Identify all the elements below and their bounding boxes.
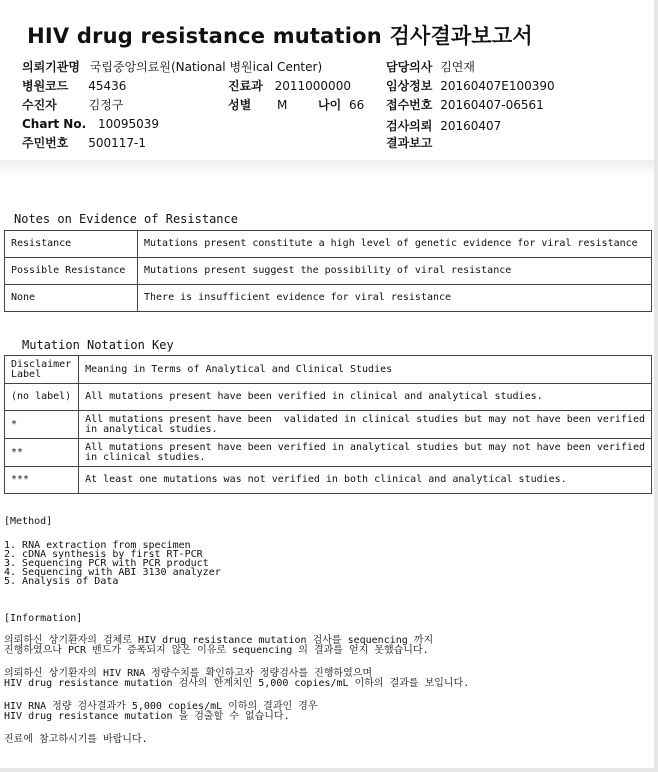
- information-paragraph: HIV RNA 정량 검사결과가 5,000 copies/mL 이하의 결과인 경우 HIV drug resistance mutation 을 검출할 수 없습니다.: [4, 701, 318, 722]
- patient-field: [22, 96, 123, 113]
- dept-label: 진료과: [228, 79, 263, 93]
- table-row: [5, 411, 652, 439]
- header-divider: [0, 160, 658, 178]
- hospital-code-value: 45436: [88, 79, 127, 93]
- method-title: [Method]: [4, 516, 53, 527]
- sex-value: M: [277, 98, 288, 112]
- receipt-label: 접수번호: [386, 98, 433, 112]
- page-bottom-edge: [0, 768, 658, 772]
- doctor-field: [386, 58, 475, 75]
- information-paragraph: 의뢰하신 상기환자의 검체로 HIV drug resistance mutation 검사를 sequencing 까지 진행하였으나 PCR 밴드가 증폭되지 않은 이유로 sequencing 의 결과를 얻지 못했습니다.: [4, 635, 434, 656]
- receipt-field: [386, 96, 544, 113]
- information-paragraph: 진료에 참고하시기를 바랍니다.: [4, 734, 148, 745]
- request-date-field: [386, 117, 501, 134]
- notes-text: Mutations present constitute a high level of genetic evidence for viral resistance: [138, 231, 652, 258]
- key-label: *: [5, 411, 79, 439]
- age-value: 66: [349, 98, 365, 112]
- sex-field: [228, 96, 287, 113]
- key-text: At least one mutations was not verified in both clinical and analytical studies.: [79, 467, 652, 494]
- request-date-label: 검사의뢰: [386, 119, 433, 133]
- institution-label: 의뢰기관명: [22, 60, 80, 74]
- table-row: [5, 356, 652, 384]
- report-title: HIV drug resistance mutation 검사결과보고서: [27, 24, 533, 48]
- institution-field: [22, 58, 322, 75]
- age-label: 나이: [318, 98, 342, 112]
- notes-text: Mutations present suggest the possibility of viral resistance: [138, 258, 652, 285]
- notes-label: None: [5, 285, 138, 312]
- hospital-code-field: [22, 77, 126, 94]
- doctor-value: 김연재: [440, 60, 475, 74]
- dept-field: [228, 77, 351, 94]
- report-field: [386, 134, 436, 151]
- chart-field: [22, 117, 159, 131]
- chart-label: Chart No.: [22, 117, 87, 131]
- method-step: 5. Analysis of Data: [4, 576, 119, 587]
- table-row: [5, 384, 652, 411]
- information-paragraph: 의뢰하신 상기환자의 HIV RNA 정량수치를 확인하고자 정량검사를 진행하였으며 HIV drug resistance mutation 검사의 한계치인 5,000 copies/mL 이하의 결과를 보입니다.: [4, 668, 470, 689]
- ssn-value: 500117-1: [88, 136, 146, 150]
- clinical-info-value: 20160407E100390: [440, 79, 555, 93]
- table-row: [5, 439, 652, 467]
- method-step: 3. Sequencing PCR with PCR product: [4, 558, 209, 569]
- method-step: 1. RNA extraction from specimen: [4, 540, 191, 551]
- notes-label: Resistance: [5, 231, 138, 258]
- table-row: [5, 258, 652, 285]
- receipt-value: 20160407-06561: [440, 98, 544, 112]
- notes-label: Possible Resistance: [5, 258, 138, 285]
- table-row: [5, 231, 652, 258]
- scrollbar-track[interactable]: [654, 0, 658, 772]
- key-text: All mutations present have been verified in analytical studies but may not have been verified in clinical studies.: [79, 439, 652, 467]
- notes-text: There is insufficient evidence for viral resistance: [138, 285, 652, 312]
- clinical-info-field: [386, 77, 555, 94]
- key-title: Mutation Notation Key: [22, 338, 174, 352]
- key-text: All mutations present have been verified in clinical and analytical studies.: [79, 384, 652, 411]
- key-table: [4, 355, 652, 494]
- patient-value: 김정구: [88, 98, 124, 112]
- age-field: [318, 96, 364, 113]
- table-row: [5, 285, 652, 312]
- key-label: ***: [5, 467, 79, 494]
- notes-title: Notes on Evidence of Resistance: [14, 212, 238, 226]
- request-date-value: 20160407: [440, 119, 502, 133]
- key-text: All mutations present have been validated in clinical studies but may not have been verified in analytical studies.: [79, 411, 652, 439]
- chart-value: 10095039: [97, 117, 160, 131]
- method-step: 4. Sequencing with ABI 3130 analyzer: [4, 567, 221, 578]
- notes-table: [4, 230, 652, 312]
- sex-label: 성별: [228, 98, 252, 112]
- hospital-code-label: 병원코드: [22, 79, 69, 93]
- key-label: (no label): [5, 384, 79, 411]
- key-label: **: [5, 439, 79, 467]
- doctor-label: 담당의사: [386, 60, 433, 74]
- ssn-field: [22, 134, 146, 151]
- key-label: Disclaimer Label: [5, 356, 79, 384]
- key-text: Meaning in Terms of Analytical and Clinical Studies: [79, 356, 652, 384]
- method-step: 2. cDNA synthesis by first RT-PCR: [4, 549, 203, 560]
- information-title: [Information]: [4, 613, 83, 624]
- patient-label: 수진자: [22, 98, 57, 112]
- clinical-info-label: 임상정보: [386, 79, 433, 93]
- ssn-label: 주민번호: [22, 136, 69, 150]
- table-row: [5, 467, 652, 494]
- institution-value: 국립중앙의료원(National 병원ical Center): [89, 60, 323, 74]
- report-label: 결과보고: [386, 136, 433, 150]
- dept-value: 2011000000: [274, 79, 351, 93]
